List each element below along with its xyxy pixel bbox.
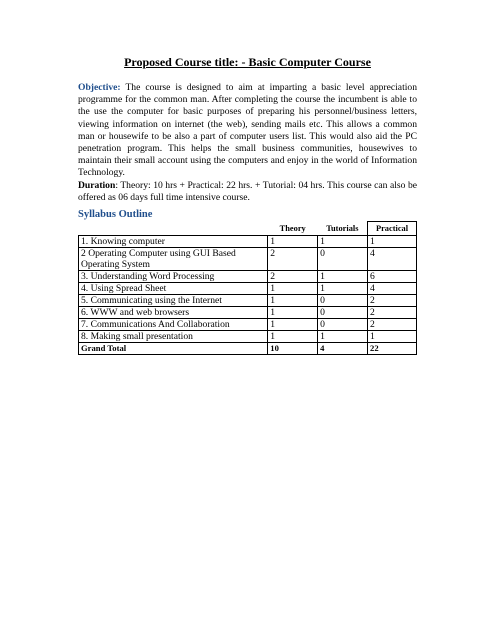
row-practical: 1: [368, 331, 417, 343]
row-tutorials: 0: [318, 319, 368, 331]
objective-label: Objective:: [78, 82, 121, 93]
course-title: Proposed Course title: - Basic Computer Course: [124, 55, 371, 69]
row-topic: 6. WWW and web browsers: [79, 307, 268, 319]
row-tutorials: 0: [318, 295, 368, 307]
row-practical: 4: [368, 248, 417, 271]
row-theory: 1: [268, 307, 318, 319]
row-topic: 7. Communications And Collaboration: [79, 319, 268, 331]
table-row: [79, 307, 417, 319]
row-topic: 5. Communicating using the Internet: [79, 295, 268, 307]
header-practical: Practical: [368, 222, 417, 236]
table-row: [79, 295, 417, 307]
row-practical: 1: [368, 236, 417, 248]
header-theory: Theory: [279, 224, 306, 233]
table-row: [79, 283, 417, 295]
total-theory: 10: [268, 343, 318, 355]
table-row: [79, 331, 417, 343]
row-theory: 1: [268, 295, 318, 307]
syllabus-heading: Syllabus Outline: [78, 209, 153, 220]
row-tutorials: 1: [318, 283, 368, 295]
row-topic: 2 Operating Computer using GUI Based Operating System: [79, 248, 268, 271]
objective-text: The course is designed to aim at imparting a basic level appreciation programme for the common man. After completing the course the incumbent is able to the use the computer for basic purposes of preparing his personnel/business letters, viewing information on internet (the web), sending mails etc. This allows a common man or housewife to be also a part of computer users list. This would also aid the PC penetration program. This helps the small business communities, housewives to maintain their small account using the computers and enjoy in the world of Information Technology.: [78, 82, 417, 179]
header-topic: [79, 222, 268, 236]
row-tutorials: 1: [318, 331, 368, 343]
row-theory: 2: [268, 271, 318, 283]
row-theory: 1: [268, 331, 318, 343]
table-row: [79, 271, 417, 283]
row-topic: 3. Understanding Word Processing: [79, 271, 268, 283]
total-tutorials: 4: [318, 343, 368, 355]
objective-paragraph: [78, 82, 417, 180]
row-theory: 1: [268, 319, 318, 331]
row-tutorials: 0: [318, 248, 368, 271]
row-tutorials: 1: [318, 236, 368, 248]
table-row: [79, 319, 417, 331]
row-topic: 8. Making small presentation: [79, 331, 268, 343]
row-theory: 2: [268, 248, 318, 271]
grand-total-row: [79, 343, 417, 355]
row-theory: 1: [268, 236, 318, 248]
row-practical: 2: [368, 295, 417, 307]
row-topic: 1. Knowing computer: [79, 236, 268, 248]
total-practical: 22: [368, 343, 417, 355]
total-label: Grand Total: [79, 343, 268, 355]
table-row: [79, 236, 417, 248]
table-header-row: [79, 222, 417, 236]
row-practical: 2: [368, 319, 417, 331]
row-practical: 2: [368, 307, 417, 319]
duration-label: Duration: [78, 180, 116, 191]
row-tutorials: 1: [318, 271, 368, 283]
header-tutorials: Tutorials: [326, 224, 359, 233]
row-tutorials: 0: [318, 307, 368, 319]
row-theory: 1: [268, 283, 318, 295]
row-practical: 6: [368, 271, 417, 283]
duration-text: : Theory: 10 hrs + Practical: 22 hrs. + Tutorial: 04 hrs. This course can also be offered as 06 days full time intensive course.: [78, 180, 417, 204]
row-practical: 4: [368, 283, 417, 295]
row-topic: 4. Using Spread Sheet: [79, 283, 268, 295]
table-row: [79, 248, 417, 271]
duration-paragraph: [78, 180, 417, 204]
syllabus-table: [78, 221, 417, 355]
